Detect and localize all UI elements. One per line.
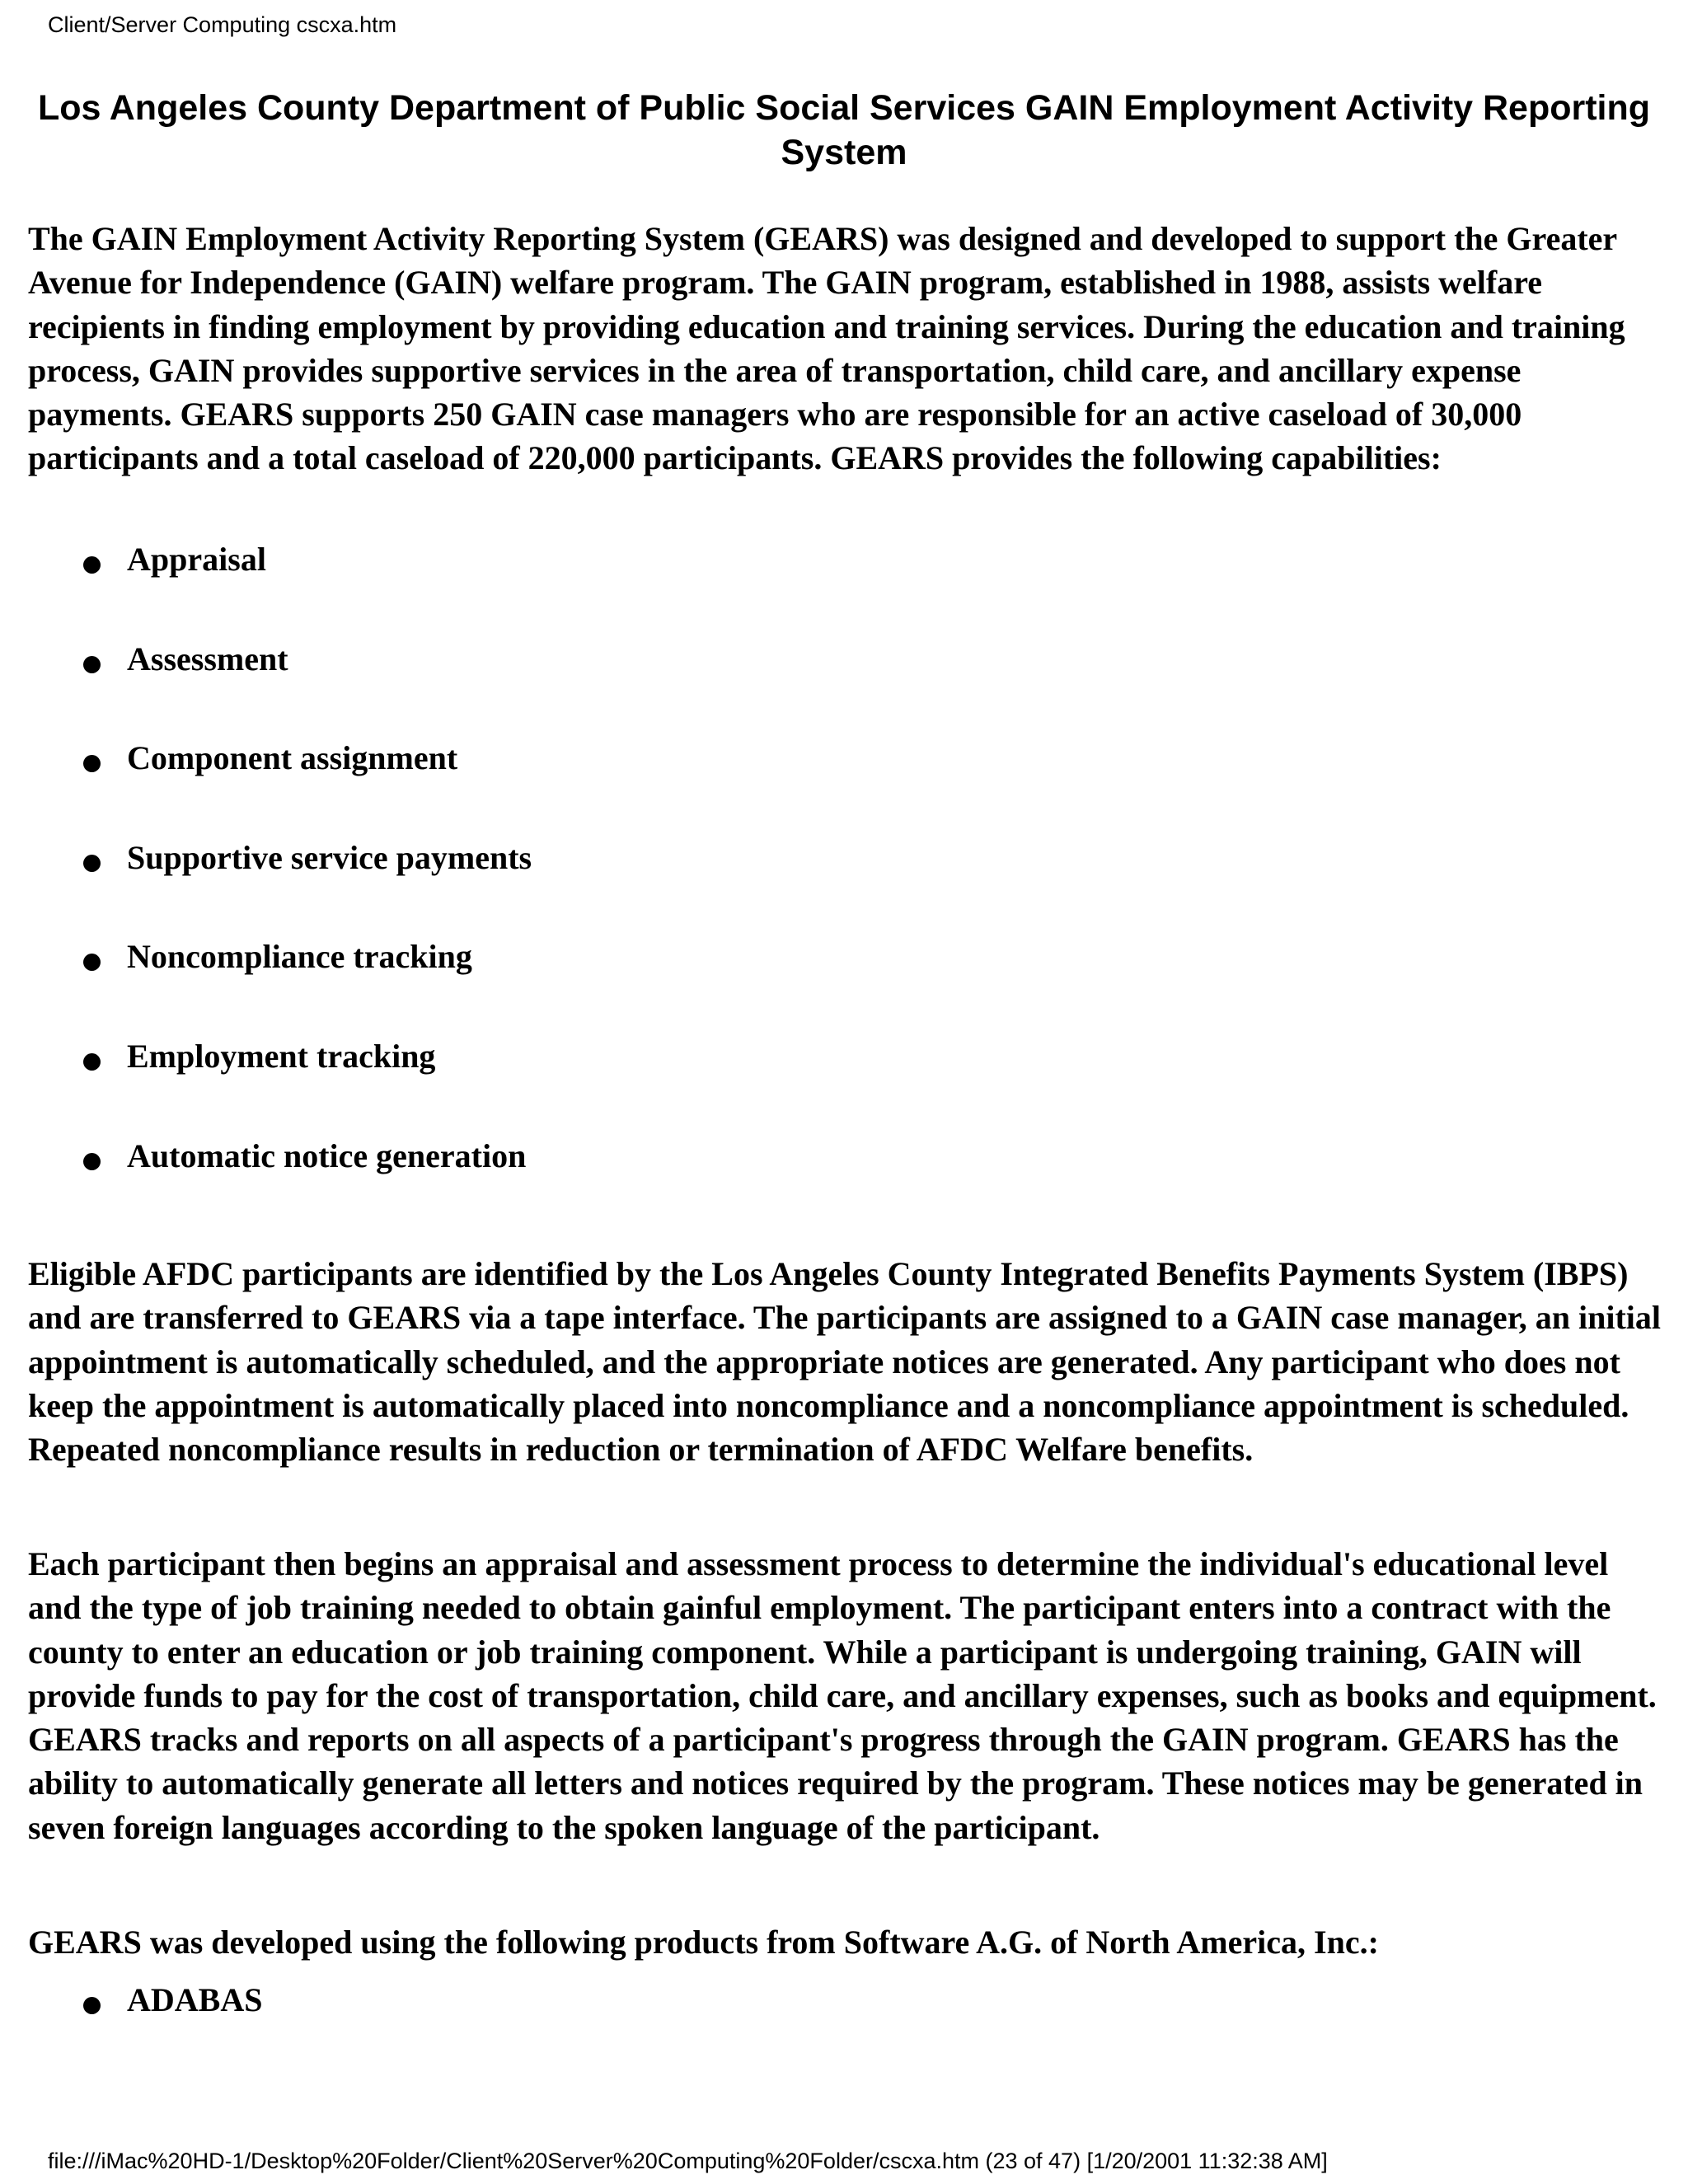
products-intro-paragraph: GEARS was developed using the following products from Software A.G. of North America, Inc.:	[28, 1924, 1379, 1961]
list-item: ADABAS	[28, 1978, 262, 2022]
list-item: Employment tracking	[28, 1034, 532, 1134]
appraisal-paragraph: Each participant then begins an appraisal and assessment process to determine the individual's educational level and the type of job training needed to obtain gainful employment. The participant enters into a contract with the county to enter an education or job training component. While a participant is undergoing training, GAIN will provide funds to pay for the cost of transportation, child care, and ancillary expenses, such as books and equipment. GEARS tracks and reports on all aspects of a participant's progress through the GAIN program. GEARS has the ability to automatically generate all letters and notices required by the program. These notices may be generated in seven foreign languages according to the spoken language of the participant.	[28, 1545, 1657, 1846]
list-item: Appraisal	[28, 537, 532, 637]
list-item: Assessment	[28, 637, 532, 737]
ibps-paragraph: Eligible AFDC participants are identified by the Los Angeles County Integrated Benefits Payments System (IBPS) and are transferred to GEARS via a tape interface. The participants are assigned to a GAIN case manager, an initial appointment is automatically scheduled, and the appropriate notices are generated. Any participant who does not keep the appointment is automatically placed into noncompliance and a noncompliance appointment is scheduled. Repeated noncompliance results in reduction or termination of AFDC Welfare benefits.	[28, 1255, 1662, 1469]
page-title: Los Angeles County Department of Public Social Services GAIN Employment Activity Reporting System	[37, 88, 1651, 172]
capabilities-list	[28, 537, 532, 1233]
list-item: Supportive service payments	[28, 836, 532, 935]
list-item: Component assignment	[28, 736, 532, 836]
print-header: Client/Server Computing cscxa.htm	[48, 12, 397, 37]
list-item: Noncompliance tracking	[28, 935, 532, 1034]
list-item: Automatic notice generation	[28, 1134, 532, 1234]
products-list	[28, 1978, 262, 2022]
print-footer: file:///iMac%20HD-1/Desktop%20Folder/Client%20Server%20Computing%20Folder/cscxa.htm (23 of 47) [1/20/2001 11:32:38 AM]	[48, 2149, 1328, 2173]
intro-paragraph: The GAIN Employment Activity Reporting System (GEARS) was designed and developed to support the Greater Avenue for Independence (GAIN) welfare program. The GAIN program, established in 1988, assists welfare recipients in finding employment by providing education and training services. During the education and training process, GAIN provides supportive services in the area of transportation, child care, and ancillary expense payments. GEARS supports 250 GAIN case managers who are responsible for an active caseload of 30,000 participants and a total caseload of 220,000 participants. GEARS provides the following capabilities:	[28, 220, 1625, 477]
